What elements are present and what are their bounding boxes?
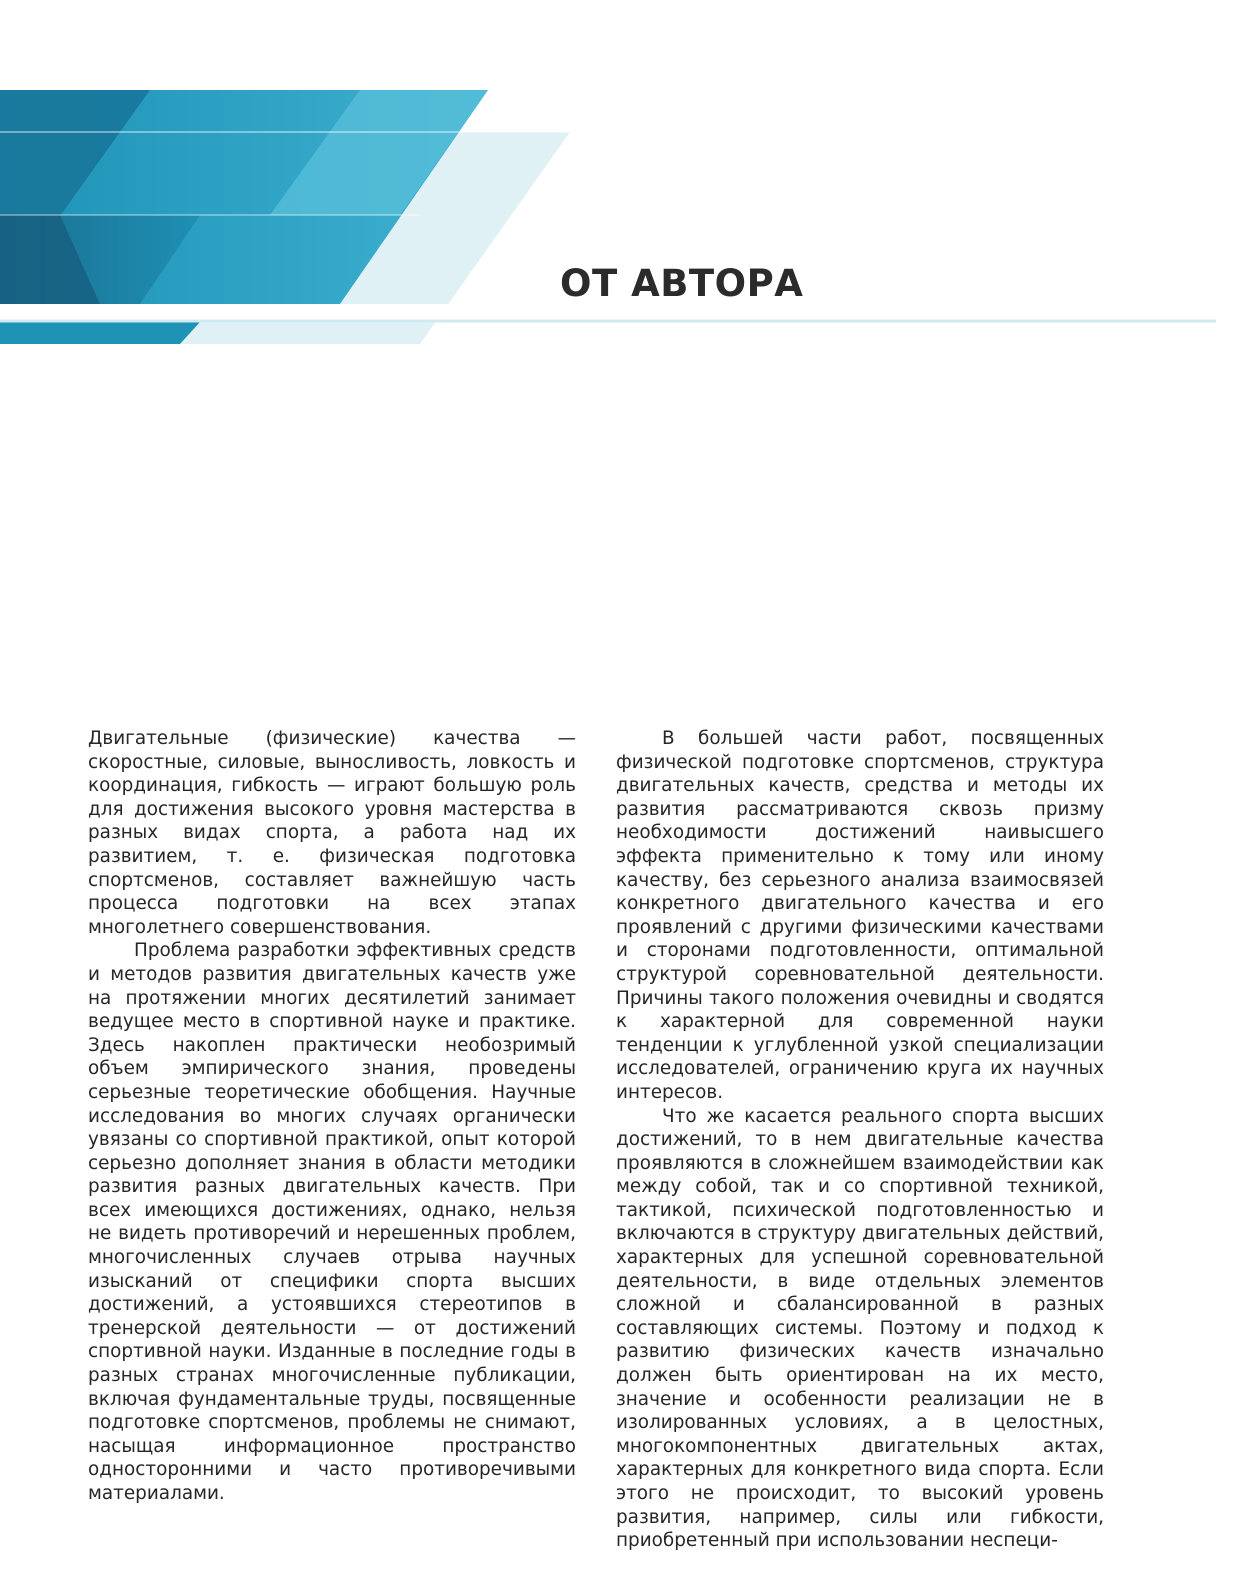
page-title: ОТ АВТОРА: [560, 262, 804, 305]
banner-white-stripe: [0, 304, 620, 322]
text-column-left: [88, 727, 576, 1506]
banner-lower-strip: [0, 322, 200, 344]
header-banner-graphic: [0, 0, 1241, 360]
paragraph: Двигательные (физические) качества — скоростные, силовые, выносливость, ловкость и координация, гибкость — играют большую роль для достижения высокого уровня мастерства в разных видах спорта, а работа над их развитием, т. е. физическая подготовка спортсменов, составляет важнейшую часть процесса подготовки на всех этапах многолетнего совершенствования.: [88, 728, 576, 938]
paragraph: В большей части работ, посвященных физической подготовке спортсменов, структура двигательных качеств, средства и методы их развития рассматриваются сквозь призму необходимости достижений наивысшего эффекта применительно к тому или иному качеству, без серьезного анализа взаимосвязей конкретного двигательного качества и его проявлений с другими физическими качествами и сторонами подготовленности, оптимальной структурой соревновательной деятельности. Причины такого положения очевидны и сводятся к характерной для современной науки тенденции к углубленной узкой специализации исследователей, ограничению круга их научных интересов.: [616, 728, 1104, 1103]
paragraph: Проблема разработки эффективных средств и методов развития двигательных качеств уже на протяжении многих десятилетий занимает ведущее место в спортивной науке и практике. Здесь накоплен практически необозримый объем эмпирического знания, проведены серьезные теоретические обобщения. Научные исследования во многих случаях органически увязаны со спортивной практикой, опыт которой серьезно дополняет знания в области методики развития разных двигательных качеств. При всех имеющихся достижениях, однако, нельзя не видеть противоречий и нерешенных проблем, многочисленных случаев отрыва научных изысканий от специфики спорта высших достижений, а устоявшихся стереотипов в тренерской деятельности — от достижений спортивной науки. Изданные в последние годы в разных странах многочисленные публикации, включая фундаментальные труды, посвященные подготовке спортсменов, проблемы не снимают, насыщая информационное пространство односторонними и часто противоречивыми материалами.: [88, 940, 576, 1504]
text-column-right: [616, 727, 1104, 1553]
paragraph: Что же касается реального спорта высших достижений, то в нем двигательные качества проявляются в сложнейшем взаимодействии как между собой, так и со спортивной техникой, тактикой, психической подготовленностью и включаются в структуру двигательных действий, характерных для успешной соревновательной деятельности, в виде отдельных элементов сложной и сбалансированной в разных составляющих системы. Поэтому и подход к развитию физических качеств изначально должен быть ориентирован на их место, значение и особенности реализации не в изолированных условиях, а в целостных, многокомпонентных двигательных актах, характерных для конкретного вида спорта. Если этого не происходит, то высокий уровень развития, например, силы или гибкости, приобретенный при использовании неспеци-: [616, 1105, 1104, 1552]
